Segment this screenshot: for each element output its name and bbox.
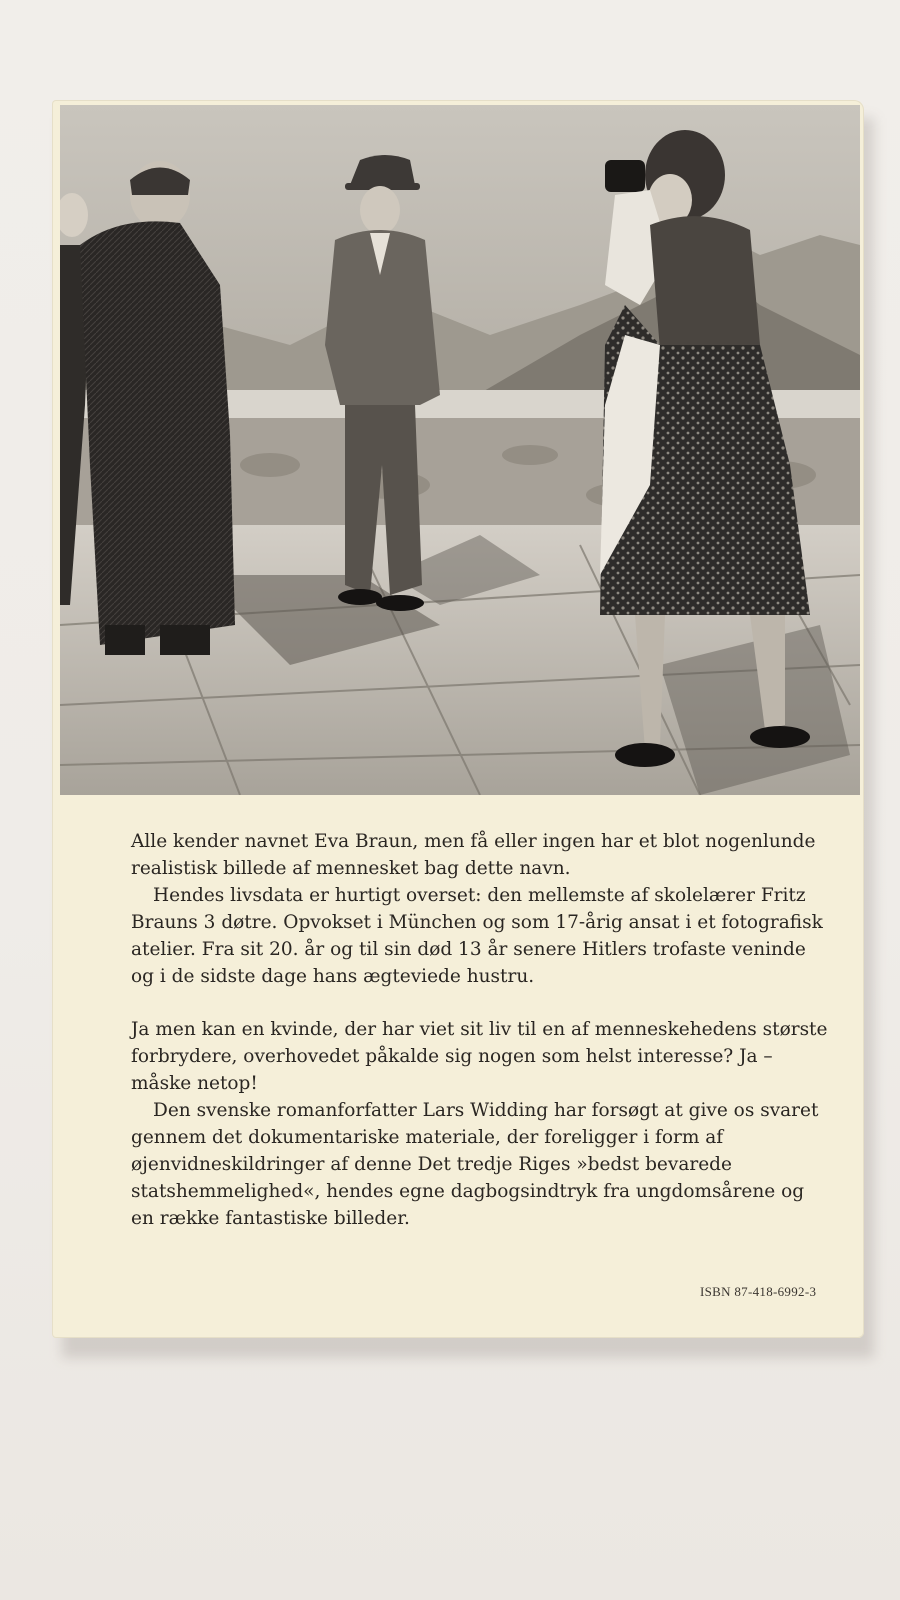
camera-icon: [605, 160, 645, 192]
paragraph-gap: [131, 990, 831, 1016]
cover-photograph: [60, 105, 860, 795]
blurb-paragraph-4: Den svenske romanforfatter Lars Widding har forsøgt at give os svaret gennem det dokumentariske materiale, der foreligger i form af øjenvidneskildringer af denne Det tredje Riges »bedst bevarede statshemmelighed«, hendes egne dagbogsindtryk fra ungdomsårene og en række fantastiske billeder.: [131, 1100, 819, 1229]
terrace-photo-illustration: [60, 105, 860, 795]
blurb-paragraph-3: Ja men kan en kvinde, der har viet sit liv til en af menneskehedens største forbrydere, overhovedet påkalde sig nogen som helst interesse? Ja – måske netop!: [131, 1019, 828, 1094]
isbn-number: ISBN 87-418-6992-3: [700, 1284, 817, 1299]
blurb-paragraph-2: Hendes livsdata er hurtigt overset: den mellemste af skolelærer Fritz Brauns 3 døtre. Opvokset i München og som 17-årig ansat i et fotografisk atelier. Fra sit 20. år og til sin død 13 år senere Hitlers trofaste veninde og i de sidste dage hans ægteviede hustru.: [131, 885, 823, 987]
blurb-paragraph-1: Alle kender navnet Eva Braun, men få eller ingen har et blot nogenlunde realistisk billede af mennesket bag dette navn.: [131, 831, 816, 879]
back-cover-blurb: [131, 828, 831, 1232]
